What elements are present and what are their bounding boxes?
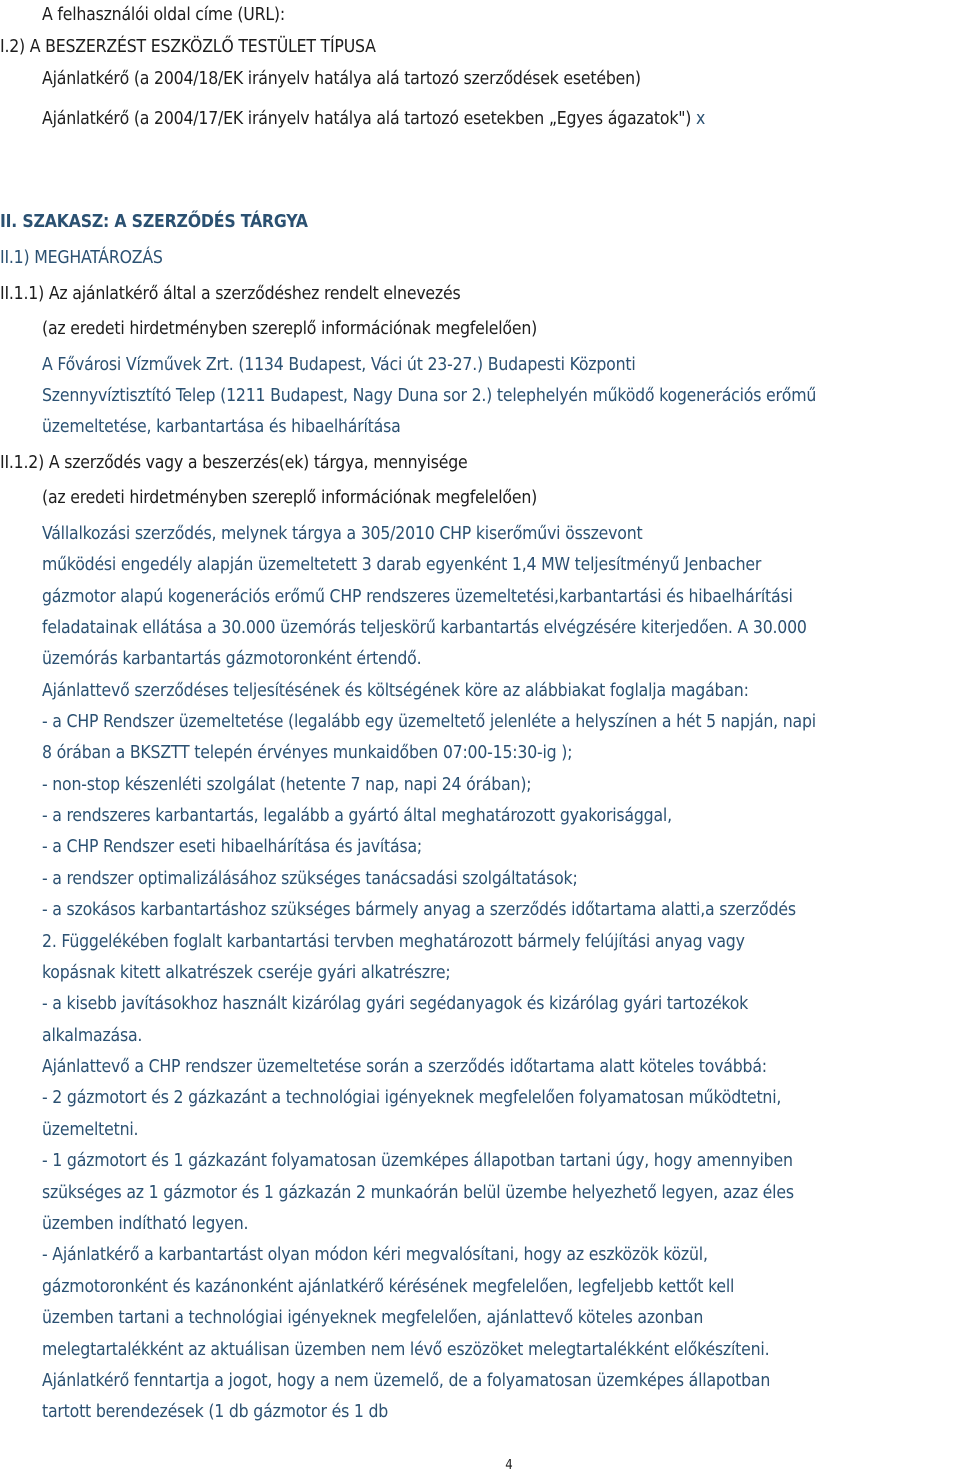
option-directive-2004-18: Ajánlatkérő (a 2004/18/EK irányelv hatálya alá tartozó szerződések esetében) [42,69,641,89]
ii12-text-line: - non-stop készenléti szolgálat (hetente 7 nap, napi 24 órában); [42,775,532,795]
ii12-text-line: gázmotor alapú kogenerációs erőmű CHP rendszeres üzemeltetési,karbantartási és hibaelhárítási [42,587,793,607]
ii12-text-line: alkalmazása. [42,1026,143,1046]
ii12-text-line: 2. Függelékében foglalt karbantartási tervben meghatározott bármely felújítási anyag vagy [42,932,745,952]
ii12-text-line: - a rendszeres karbantartás, legalább a gyártó által meghatározott gyakorisággal, [42,806,672,826]
ii12-text-line: szükséges az 1 gázmotor és 1 gázkazán 2 munkaórán belül üzembe helyezhető legyen, azaz éles [42,1183,794,1203]
ii12-text-line: Ajánlatkérő fenntartja a jogot, hogy a nem üzemelő, de a folyamatosan üzemképes állapotban [42,1371,771,1391]
ii12-text-line: - 2 gázmotort és 2 gázkazánt a technológiai igényeknek megfelelően folyamatosan működtetni, [42,1088,782,1108]
ii12-text-line: üzemeltetni. [42,1120,139,1140]
option-selected-mark: x [696,109,706,129]
ii12-text-line: - Ajánlatkérő a karbantartást olyan módon kéri megvalósítani, hogy az eszközök közül, [42,1245,708,1265]
ii12-text-line: - a CHP Rendszer eseti hibaelhárítása és javítása; [42,837,423,857]
section-ii-heading: II. SZAKASZ: A SZERZŐDÉS TÁRGYA [0,212,308,232]
option-directive-2004-17-label: Ajánlatkérő (a 2004/17/EK irányelv hatálya alá tartozó esetekben „Egyes ágazatok") [42,109,692,129]
ii12-text-line: üzemórás karbantartás gázmotoronként értendő. [42,649,422,669]
ii12-title: II.1.2) A szerződés vagy a beszerzés(ek) tárgya, mennyisége [0,453,468,473]
ii12-text-line: - a kisebb javításokhoz használt kizárólag gyári segédanyagok és kizárólag gyári tartozékok [42,994,749,1014]
ii12-text-line: feladatainak ellátása a 30.000 üzemórás teljeskörű karbantartás elvégzésére kiterjedően. A 30.000 [42,618,807,638]
section-i2-title: I.2) A BESZERZÉST ESZKÖZLŐ TESTÜLET TÍPUSA [0,37,376,57]
ii12-text-line: - a CHP Rendszer üzemeltetése (legalább egy üzemeltető jelenléte a helyszínen a hét 5 napján, napi [42,712,816,732]
ii12-text-line: - a rendszer optimalizálásához szükséges tanácsadási szolgáltatások; [42,869,578,889]
page-number: 4 [505,1458,513,1473]
ii11-text-line: A Fővárosi Vízművek Zrt. (1134 Budapest, Váci út 23-27.) Budapesti Központi [42,355,636,375]
ii12-text-line: Vállalkozási szerződés, melynek tárgya a 305/2010 CHP kiserőművi összevont [42,524,643,544]
ii12-text-line: működési engedély alapján üzemeltetett 3 darab egyenként 1,4 MW teljesítményű Jenbacher [42,555,762,575]
section-ii1-subheading: II.1) MEGHATÁROZÁS [0,248,163,268]
ii12-text-line: 8 órában a BKSZTT telepén érvényes munkaidőben 07:00-15:30-ig ); [42,743,573,763]
ii11-text-line: üzemeltetése, karbantartása és hibaelhárítása [42,417,401,437]
ii12-text-line: - a szokásos karbantartáshoz szükséges bármely anyag a szerződés időtartama alatti,a szerződés [42,900,796,920]
ii12-text-line: tartott berendezések (1 db gázmotor és 1 db [42,1402,389,1422]
ii12-text-line: kopásnak kitett alkatrészek cseréje gyári alkatrészre; [42,963,451,983]
ii12-text-line: Ajánlattevő szerződéses teljesítésének és költségének köre az alábbiakat foglalja magában: [42,681,749,701]
ii12-text-line: - 1 gázmotort és 1 gázkazánt folyamatosan üzemképes állapotban tartani úgy, hogy amennyiben [42,1151,793,1171]
ii12-text-line: üzemben indítható legyen. [42,1214,249,1234]
ii12-note: (az eredeti hirdetményben szereplő információnak megfelelően) [42,488,538,508]
ii11-text-line: Szennyvíztisztító Telep (1211 Budapest, Nagy Duna sor 2.) telephelyén működő kogenerációs erőmű [42,386,817,406]
ii12-text-line: melegtartalékként az aktuálisan üzemben nem lévő eszözöket melegtartalékként előkészíteni. [42,1340,770,1360]
url-label: A felhasználói oldal címe (URL): [42,5,285,25]
ii12-text-line: üzemben tartani a technológiai igényeknek megfelelően, ajánlattevő köteles azonban [42,1308,704,1328]
option-directive-2004-17 [42,108,705,130]
ii12-text-line: Ajánlattevő a CHP rendszer üzemeltetése során a szerződés időtartama alatt köteles továbbá: [42,1057,767,1077]
ii12-text-line: gázmotoronként és kazánonként ajánlatkérő kérésének megfelelően, legfeljebb kettőt kell [42,1277,735,1297]
ii11-title: II.1.1) Az ajánlatkérő által a szerződéshez rendelt elnevezés [0,284,461,304]
ii11-note: (az eredeti hirdetményben szereplő információnak megfelelően) [42,319,538,339]
